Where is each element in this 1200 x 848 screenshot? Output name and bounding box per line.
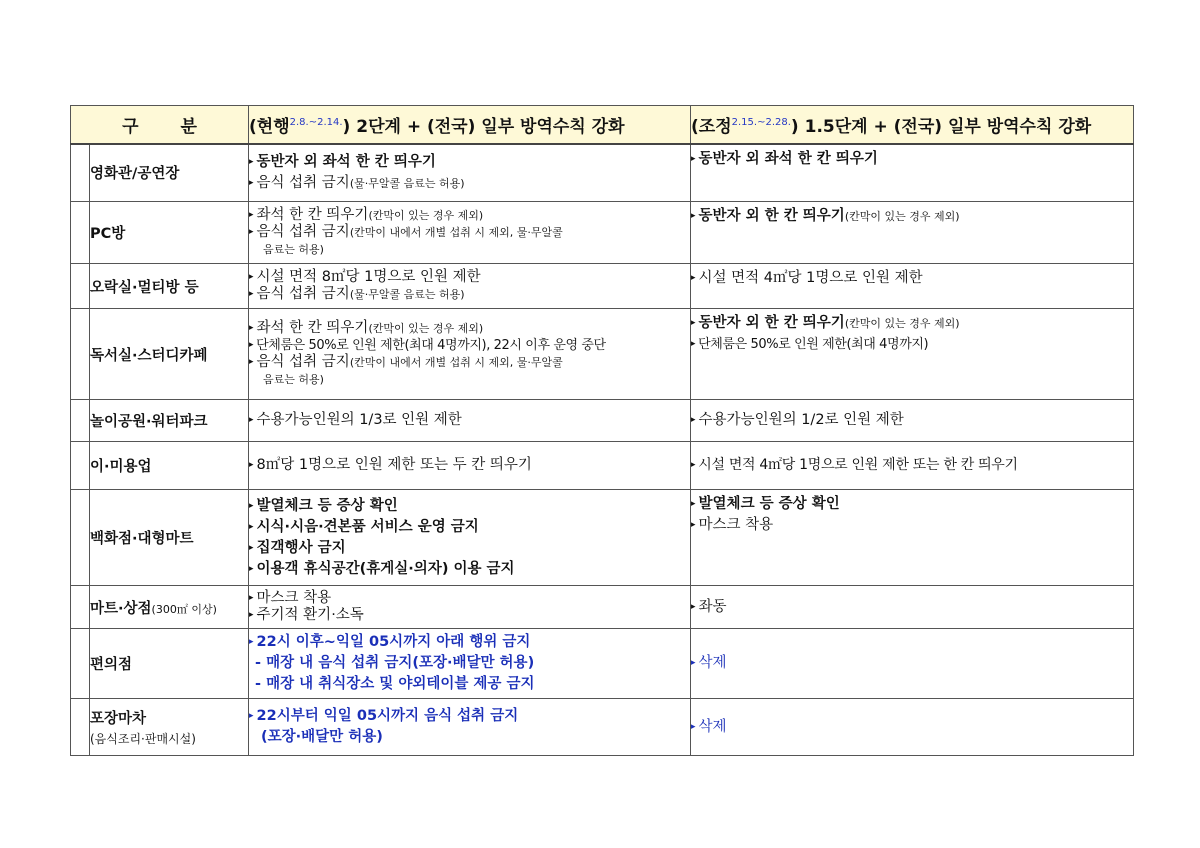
current-rules <box>249 442 691 490</box>
header-row <box>71 106 1134 144</box>
bullet-icon: ▸ <box>691 153 696 164</box>
bullet-icon: ▸ <box>249 460 254 470</box>
rule-line <box>691 334 1133 355</box>
table-row <box>71 586 1134 629</box>
rule-text: 좌석 한 칸 띄우기 <box>256 207 369 223</box>
rule-text: - 매장 내 취식장소 및 야외테이블 제공 금지 <box>255 676 535 692</box>
bullet-icon: ▸ <box>249 210 254 220</box>
rule-text: 음식 섭취 금지 <box>256 224 350 240</box>
table-row <box>71 629 1134 699</box>
rule-text: 수용가능인원의 1/2로 인원 제한 <box>698 412 904 428</box>
row-gutter <box>71 699 90 756</box>
rule-line <box>249 559 690 580</box>
current-rules <box>249 629 691 699</box>
rule-line <box>249 674 690 695</box>
rule-line <box>249 727 690 748</box>
rule-line <box>249 320 690 337</box>
bullet-icon: ▸ <box>249 610 254 620</box>
adjusted-rules <box>691 309 1134 400</box>
bullet-icon: ▸ <box>249 289 254 299</box>
row-category: 오락실·멀티방 등 <box>90 264 249 309</box>
bullet-icon: ▸ <box>249 227 254 237</box>
rule-note: (칸막이 있는 경우 제외) <box>368 209 484 222</box>
regulation-table <box>70 105 1134 756</box>
rule-text: 8㎡당 1명으로 인원 제한 또는 두 칸 띄우기 <box>256 457 532 473</box>
bullet-icon: ▸ <box>691 721 696 732</box>
table-row <box>71 699 1134 756</box>
rule-text: 시설 면적 8㎡당 1명으로 인원 제한 <box>256 269 481 285</box>
row-gutter <box>71 490 90 586</box>
adjusted-rules <box>691 400 1134 442</box>
rule-line <box>249 706 690 727</box>
rule-note: (칸막이 내에서 개별 섭취 시 제외, 물·무알콜 <box>349 356 563 369</box>
bullet-icon: ▸ <box>691 460 696 470</box>
header-current-period: 2.8.~2.14. <box>289 116 343 128</box>
header-current-suffix: ) 2단계 + (전국) 일부 방역수칙 강화 <box>342 116 625 137</box>
rule-line <box>249 410 690 431</box>
rule-text: 시설 면적 4㎡당 1명으로 인원 제한 <box>698 270 923 286</box>
current-rules <box>249 309 691 400</box>
current-rules <box>249 202 691 264</box>
bullet-icon: ▸ <box>249 563 254 574</box>
rule-text: 동반자 외 한 칸 띄우기 <box>698 315 845 331</box>
bullet-icon: ▸ <box>249 542 254 553</box>
table-row <box>71 490 1134 586</box>
rule-text: 발열체크 등 증상 확인 <box>256 497 398 514</box>
bullet-icon: ▸ <box>249 415 254 425</box>
rule-text: 음식 섭취 금지 <box>256 286 350 302</box>
adjusted-rules <box>691 442 1134 490</box>
row-category: 놀이공원·워터파크 <box>90 400 249 442</box>
rule-line <box>249 152 690 173</box>
rule-text: 22시 이후~익일 05시까지 아래 행위 금지 <box>256 634 531 650</box>
table-row <box>71 442 1134 490</box>
row-category: PC방 <box>90 202 249 264</box>
rule-line <box>249 653 690 674</box>
rule-line <box>249 455 690 476</box>
row-gutter <box>71 442 90 490</box>
rule-note: (칸막이 내에서 개별 섭취 시 제외, 물·무알콜 <box>349 226 563 239</box>
rule-note: (칸막이 있는 경우 제외) <box>844 210 960 223</box>
rule-note: (칸막이 있는 경우 제외) <box>368 322 484 335</box>
adjusted-rules <box>691 264 1134 309</box>
bullet-icon: ▸ <box>249 156 254 167</box>
current-rules <box>249 490 691 586</box>
table-row <box>71 400 1134 442</box>
bullet-icon: ▸ <box>691 499 696 509</box>
rule-text: 동반자 외 좌석 한 칸 띄우기 <box>256 153 436 170</box>
row-category: 이·미용업 <box>90 442 249 490</box>
bullet-icon: ▸ <box>249 177 254 188</box>
bullet-icon: ▸ <box>691 658 696 668</box>
rule-line <box>249 590 690 607</box>
rule-text: 동반자 외 한 칸 띄우기 <box>698 208 845 224</box>
row-category <box>90 699 249 756</box>
rule-text: 음식 섭취 금지 <box>256 174 350 191</box>
row-category-name: 마트·상점 <box>90 600 152 617</box>
current-rules <box>249 586 691 629</box>
row-category-note: (300㎡ 이상) <box>151 602 217 616</box>
rule-text: 집객행사 금지 <box>256 539 346 556</box>
rule-line <box>691 494 1133 515</box>
rule-line <box>691 268 1133 289</box>
bullet-icon: ▸ <box>249 272 254 282</box>
bullet-icon: ▸ <box>249 593 254 603</box>
rule-text: 발열체크 등 증상 확인 <box>698 496 840 512</box>
header-adjusted-suffix: ) 1.5단계 + (전국) 일부 방역수칙 강화 <box>790 116 1092 137</box>
rule-line <box>249 224 690 241</box>
rule-line <box>249 173 690 194</box>
adjusted-rules <box>691 490 1134 586</box>
row-category <box>90 586 249 629</box>
rule-line <box>249 269 690 286</box>
rule-text: 좌동 <box>698 598 727 615</box>
rule-text: 수용가능인원의 1/3로 인원 제한 <box>256 412 462 428</box>
bullet-icon: ▸ <box>249 323 254 333</box>
rule-line <box>691 149 1133 170</box>
rule-text: - 매장 내 음식 섭취 금지(포장·배달만 허용) <box>255 655 535 671</box>
rule-line <box>249 241 690 258</box>
rule-line <box>249 607 690 624</box>
rule-line <box>249 354 690 371</box>
row-gutter <box>71 400 90 442</box>
rule-note: (물·무알콜 음료는 허용) <box>349 288 465 301</box>
rule-line <box>249 517 690 538</box>
rule-text: 마스크 착용 <box>256 590 332 606</box>
bullet-icon: ▸ <box>691 318 696 328</box>
rule-line <box>249 632 690 653</box>
current-rules <box>249 264 691 309</box>
rule-text: 주기적 환기·소독 <box>256 607 364 623</box>
bullet-icon: ▸ <box>249 340 254 350</box>
row-gutter <box>71 144 90 202</box>
adjusted-rules <box>691 586 1134 629</box>
rule-text: 음식 섭취 금지 <box>256 354 350 370</box>
rule-line <box>249 496 690 517</box>
rule-line <box>691 206 1133 227</box>
bullet-icon: ▸ <box>249 711 254 721</box>
table-row <box>71 309 1134 400</box>
adjusted-rules <box>691 202 1134 264</box>
row-gutter <box>71 629 90 699</box>
bullet-icon: ▸ <box>691 520 696 530</box>
bullet-icon: ▸ <box>691 601 696 612</box>
rule-line <box>691 455 1133 476</box>
row-category: 백화점·대형마트 <box>90 490 249 586</box>
header-adjusted-prefix: (조정 <box>691 116 732 137</box>
bullet-icon: ▸ <box>691 211 696 221</box>
bullet-icon: ▸ <box>249 637 254 647</box>
bullet-icon: ▸ <box>691 415 696 425</box>
rule-line <box>691 410 1133 431</box>
rule-text: 시식·시음·견본품 서비스 운영 금지 <box>256 518 479 535</box>
row-category: 편의점 <box>90 629 249 699</box>
header-adjusted <box>691 106 1134 144</box>
rule-line <box>691 515 1133 536</box>
adjusted-rules <box>691 629 1134 699</box>
row-category: 독서실·스터디카페 <box>90 309 249 400</box>
rule-line <box>691 717 1133 738</box>
bullet-icon: ▸ <box>691 273 696 283</box>
rule-text: 좌석 한 칸 띄우기 <box>256 320 369 336</box>
rule-text: 22시부터 익일 05시까지 음식 섭취 금지 <box>256 708 519 724</box>
rule-text: 시설 면적 4㎡당 1명으로 인원 제한 또는 한 칸 띄우기 <box>698 457 1018 473</box>
rule-text: 동반자 외 좌석 한 칸 띄우기 <box>698 150 878 167</box>
table-row <box>71 264 1134 309</box>
current-rules <box>249 144 691 202</box>
table-row <box>71 144 1134 202</box>
rule-text: 이용객 휴식공간(휴게실·의자) 이용 금지 <box>256 560 515 577</box>
row-category-name: 포장마차 <box>90 711 147 727</box>
rule-line <box>249 207 690 224</box>
rule-line <box>249 371 690 388</box>
header-adjusted-period: 2.15.~2.28. <box>731 116 791 128</box>
rule-line <box>249 337 690 354</box>
bullet-icon: ▸ <box>249 521 254 532</box>
row-gutter <box>71 586 90 629</box>
rule-text: 단체룸은 50%로 인원 제한(최대 4명까지) <box>698 337 929 352</box>
rule-note: (물·무알콜 음료는 허용) <box>349 176 465 190</box>
row-gutter <box>71 309 90 400</box>
bullet-icon: ▸ <box>249 500 254 511</box>
row-gutter <box>71 202 90 264</box>
rule-text: (포장·배달만 허용) <box>261 729 383 745</box>
current-rules <box>249 699 691 756</box>
current-rules <box>249 400 691 442</box>
table-row <box>71 202 1134 264</box>
bullet-icon: ▸ <box>249 357 254 367</box>
bullet-icon: ▸ <box>691 339 696 349</box>
rule-note: 음료는 허용) <box>263 373 324 386</box>
header-category: 구 분 <box>71 106 249 144</box>
header-current-prefix: (현행 <box>249 116 290 137</box>
rule-line <box>249 538 690 559</box>
rule-text: 마스크 착용 <box>698 517 774 533</box>
rule-text: 단체룸은 50%로 인원 제한(최대 4명까지), 22시 이후 운영 중단 <box>256 338 606 353</box>
rule-text: 삭제 <box>698 718 727 735</box>
rule-line <box>249 286 690 303</box>
adjusted-rules <box>691 144 1134 202</box>
rule-line <box>691 597 1133 618</box>
rule-note: (칸막이 있는 경우 제외) <box>844 317 960 330</box>
rule-text: 삭제 <box>698 655 727 671</box>
row-gutter <box>71 264 90 309</box>
row-category: 영화관/공연장 <box>90 144 249 202</box>
adjusted-rules <box>691 699 1134 756</box>
row-category-sub: (음식조리·판매시설) <box>90 732 196 746</box>
rule-note: 음료는 허용) <box>263 243 324 256</box>
rule-line <box>691 653 1133 674</box>
rule-line <box>691 313 1133 334</box>
header-current <box>249 106 691 144</box>
